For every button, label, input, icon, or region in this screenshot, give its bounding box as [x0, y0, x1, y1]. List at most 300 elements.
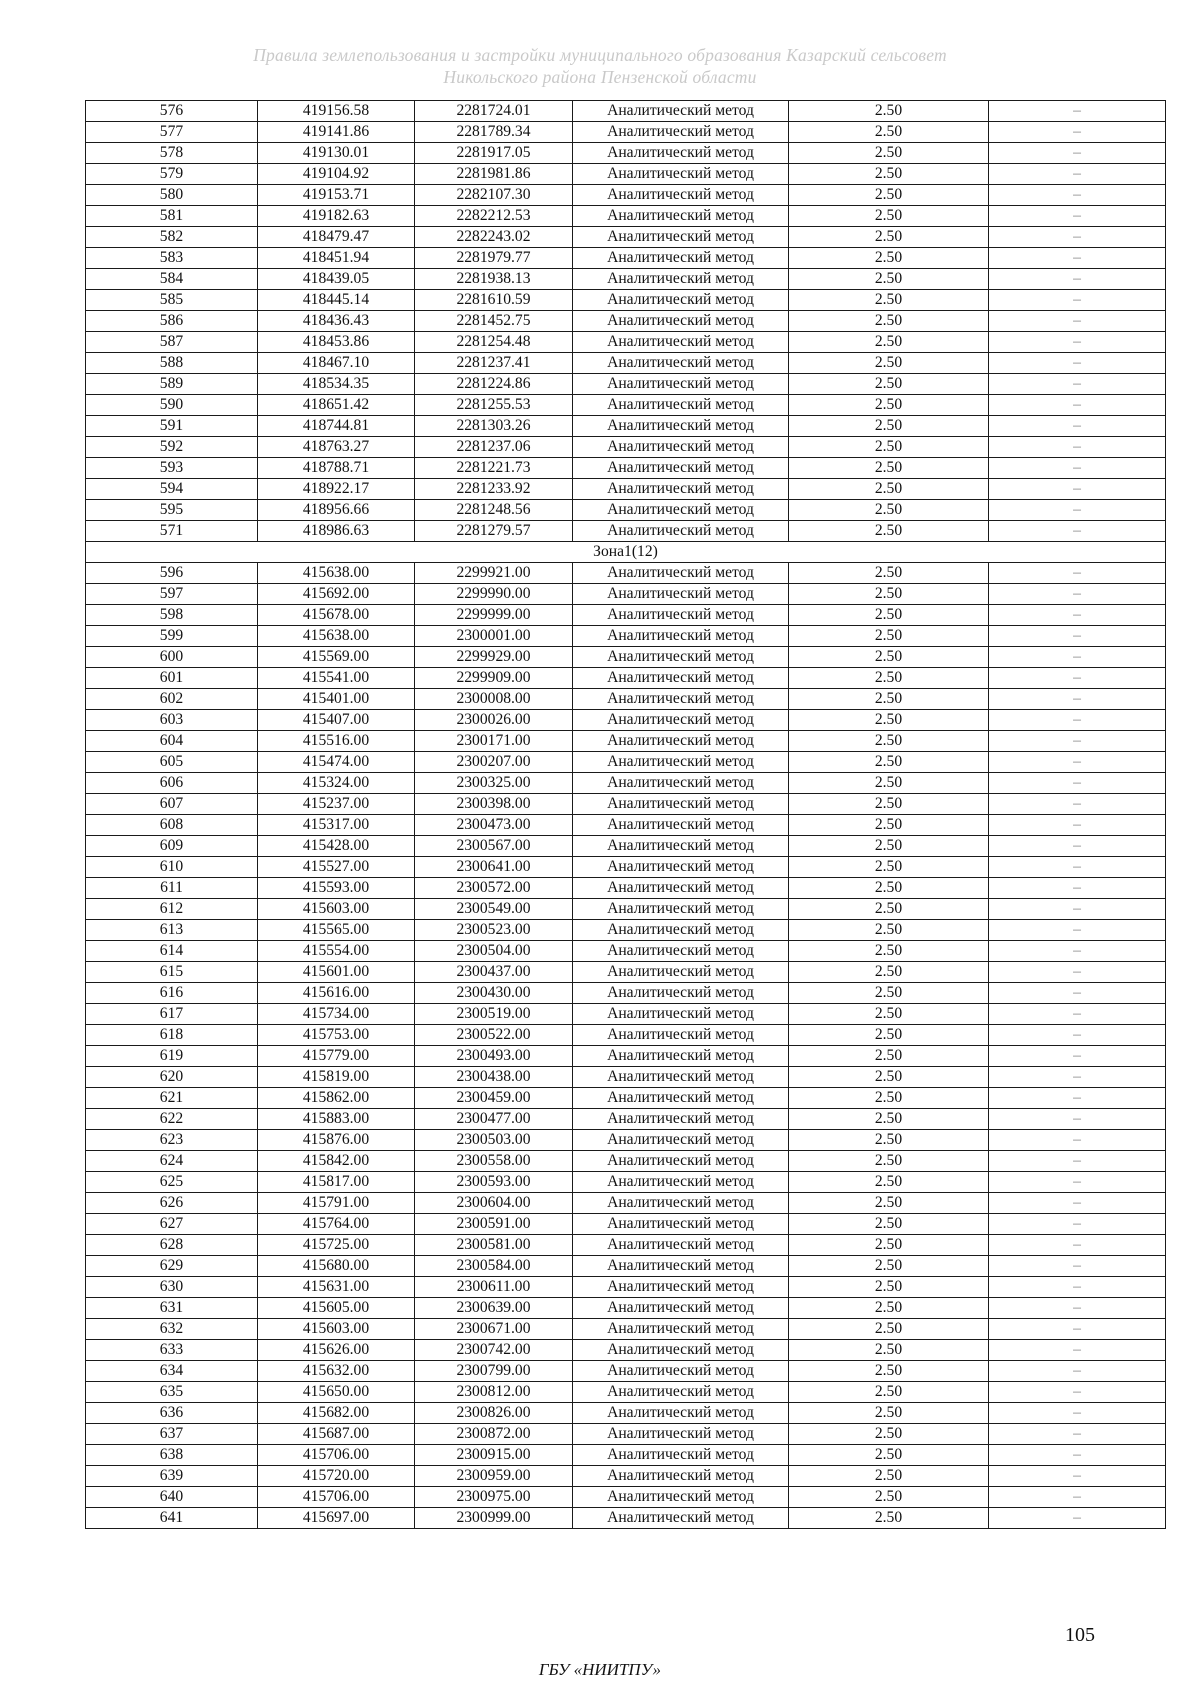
method-cell: Аналитический метод [573, 521, 789, 542]
accuracy-cell: 2.50 [789, 248, 989, 269]
method-cell: Аналитический метод [573, 626, 789, 647]
point-number-cell: 606 [86, 773, 258, 794]
x-coordinate-cell: 415764.00 [258, 1214, 415, 1235]
accuracy-cell: 2.50 [789, 1088, 989, 1109]
point-number-cell: 604 [86, 731, 258, 752]
point-number-cell: 623 [86, 1130, 258, 1151]
x-coordinate-cell: 415632.00 [258, 1361, 415, 1382]
accuracy-cell: 2.50 [789, 647, 989, 668]
table-row [86, 773, 1166, 794]
point-number-cell: 605 [86, 752, 258, 773]
page-number: 105 [1065, 1624, 1095, 1646]
y-coordinate-cell: 2281303.26 [415, 416, 573, 437]
note-cell: – [989, 1298, 1166, 1319]
method-cell: Аналитический метод [573, 1508, 789, 1529]
point-number-cell: 602 [86, 689, 258, 710]
method-cell: Аналитический метод [573, 479, 789, 500]
accuracy-cell: 2.50 [789, 689, 989, 710]
note-cell: – [989, 479, 1166, 500]
note-cell: – [989, 584, 1166, 605]
y-coordinate-cell: 2300581.00 [415, 1235, 573, 1256]
x-coordinate-cell: 415680.00 [258, 1256, 415, 1277]
y-coordinate-cell: 2300799.00 [415, 1361, 573, 1382]
method-cell: Аналитический метод [573, 857, 789, 878]
note-cell: – [989, 710, 1166, 731]
note-cell: – [989, 143, 1166, 164]
method-cell: Аналитический метод [573, 1319, 789, 1340]
method-cell: Аналитический метод [573, 1025, 789, 1046]
method-cell: Аналитический метод [573, 836, 789, 857]
y-coordinate-cell: 2300026.00 [415, 710, 573, 731]
note-cell: – [989, 1361, 1166, 1382]
note-cell: – [989, 122, 1166, 143]
method-cell: Аналитический метод [573, 1046, 789, 1067]
accuracy-cell: 2.50 [789, 1256, 989, 1277]
accuracy-cell: 2.50 [789, 395, 989, 416]
x-coordinate-cell: 415554.00 [258, 941, 415, 962]
point-number-cell: 579 [86, 164, 258, 185]
method-cell: Аналитический метод [573, 248, 789, 269]
method-cell: Аналитический метод [573, 227, 789, 248]
table-row [86, 626, 1166, 647]
accuracy-cell: 2.50 [789, 1067, 989, 1088]
accuracy-cell: 2.50 [789, 668, 989, 689]
point-number-cell: 587 [86, 332, 258, 353]
accuracy-cell: 2.50 [789, 1025, 989, 1046]
note-cell: – [989, 1004, 1166, 1025]
accuracy-cell: 2.50 [789, 500, 989, 521]
accuracy-cell: 2.50 [789, 899, 989, 920]
accuracy-cell: 2.50 [789, 1340, 989, 1361]
table-row [86, 1361, 1166, 1382]
y-coordinate-cell: 2300591.00 [415, 1214, 573, 1235]
accuracy-cell: 2.50 [789, 1235, 989, 1256]
note-cell: – [989, 1046, 1166, 1067]
note-cell: – [989, 1382, 1166, 1403]
x-coordinate-cell: 415631.00 [258, 1277, 415, 1298]
page-header [0, 44, 1200, 88]
note-cell: – [989, 1487, 1166, 1508]
table-row [86, 836, 1166, 857]
table-row [86, 731, 1166, 752]
method-cell: Аналитический метод [573, 1004, 789, 1025]
y-coordinate-cell: 2281610.59 [415, 290, 573, 311]
note-cell: – [989, 899, 1166, 920]
x-coordinate-cell: 418451.94 [258, 248, 415, 269]
x-coordinate-cell: 418986.63 [258, 521, 415, 542]
method-cell: Аналитический метод [573, 773, 789, 794]
y-coordinate-cell: 2300522.00 [415, 1025, 573, 1046]
note-cell: – [989, 1340, 1166, 1361]
table-row [86, 479, 1166, 500]
x-coordinate-cell: 418453.86 [258, 332, 415, 353]
note-cell: – [989, 374, 1166, 395]
point-number-cell: 598 [86, 605, 258, 626]
point-number-cell: 593 [86, 458, 258, 479]
point-number-cell: 577 [86, 122, 258, 143]
method-cell: Аналитический метод [573, 815, 789, 836]
point-number-cell: 630 [86, 1277, 258, 1298]
method-cell: Аналитический метод [573, 311, 789, 332]
method-cell: Аналитический метод [573, 143, 789, 164]
point-number-cell: 611 [86, 878, 258, 899]
point-number-cell: 576 [86, 101, 258, 122]
accuracy-cell: 2.50 [789, 1109, 989, 1130]
x-coordinate-cell: 419141.86 [258, 122, 415, 143]
method-cell: Аналитический метод [573, 1256, 789, 1277]
y-coordinate-cell: 2300611.00 [415, 1277, 573, 1298]
method-cell: Аналитический метод [573, 941, 789, 962]
note-cell: – [989, 521, 1166, 542]
zone-label: Зона1(12) [86, 542, 1166, 563]
point-number-cell: 628 [86, 1235, 258, 1256]
table-row [86, 1025, 1166, 1046]
point-number-cell: 584 [86, 269, 258, 290]
point-number-cell: 608 [86, 815, 258, 836]
accuracy-cell: 2.50 [789, 815, 989, 836]
x-coordinate-cell: 415819.00 [258, 1067, 415, 1088]
method-cell: Аналитический метод [573, 647, 789, 668]
table-row [86, 857, 1166, 878]
method-cell: Аналитический метод [573, 1151, 789, 1172]
note-cell: – [989, 983, 1166, 1004]
table-row [86, 185, 1166, 206]
point-number-cell: 603 [86, 710, 258, 731]
point-number-cell: 634 [86, 1361, 258, 1382]
method-cell: Аналитический метод [573, 185, 789, 206]
x-coordinate-cell: 419104.92 [258, 164, 415, 185]
table-row [86, 1277, 1166, 1298]
table-row [86, 668, 1166, 689]
point-number-cell: 622 [86, 1109, 258, 1130]
y-coordinate-cell: 2300459.00 [415, 1088, 573, 1109]
y-coordinate-cell: 2281452.75 [415, 311, 573, 332]
y-coordinate-cell: 2299921.00 [415, 563, 573, 584]
x-coordinate-cell: 415407.00 [258, 710, 415, 731]
note-cell: – [989, 1088, 1166, 1109]
y-coordinate-cell: 2300826.00 [415, 1403, 573, 1424]
y-coordinate-cell: 2281981.86 [415, 164, 573, 185]
method-cell: Аналитический метод [573, 1193, 789, 1214]
accuracy-cell: 2.50 [789, 731, 989, 752]
point-number-cell: 588 [86, 353, 258, 374]
table-row [86, 248, 1166, 269]
table-row [86, 1256, 1166, 1277]
method-cell: Аналитический метод [573, 416, 789, 437]
y-coordinate-cell: 2300207.00 [415, 752, 573, 773]
y-coordinate-cell: 2300477.00 [415, 1109, 573, 1130]
point-number-cell: 610 [86, 857, 258, 878]
y-coordinate-cell: 2299929.00 [415, 647, 573, 668]
x-coordinate-cell: 418922.17 [258, 479, 415, 500]
table-row [86, 1088, 1166, 1109]
table-row [86, 500, 1166, 521]
table-row [86, 227, 1166, 248]
method-cell: Аналитический метод [573, 563, 789, 584]
point-number-cell: 597 [86, 584, 258, 605]
y-coordinate-cell: 2282243.02 [415, 227, 573, 248]
point-number-cell: 612 [86, 899, 258, 920]
point-number-cell: 637 [86, 1424, 258, 1445]
x-coordinate-cell: 418439.05 [258, 269, 415, 290]
method-cell: Аналитический метод [573, 164, 789, 185]
method-cell: Аналитический метод [573, 710, 789, 731]
y-coordinate-cell: 2300493.00 [415, 1046, 573, 1067]
note-cell: – [989, 1445, 1166, 1466]
header-line-2: Никольского района Пензенской области [443, 67, 757, 87]
method-cell: Аналитический метод [573, 1445, 789, 1466]
note-cell: – [989, 185, 1166, 206]
method-cell: Аналитический метод [573, 269, 789, 290]
y-coordinate-cell: 2281917.05 [415, 143, 573, 164]
table-row [86, 710, 1166, 731]
table-row [86, 1487, 1166, 1508]
x-coordinate-cell: 415474.00 [258, 752, 415, 773]
x-coordinate-cell: 415697.00 [258, 1508, 415, 1529]
accuracy-cell: 2.50 [789, 101, 989, 122]
table-row [86, 605, 1166, 626]
x-coordinate-cell: 418467.10 [258, 353, 415, 374]
table-row [86, 1193, 1166, 1214]
method-cell: Аналитический метод [573, 1088, 789, 1109]
y-coordinate-cell: 2300959.00 [415, 1466, 573, 1487]
y-coordinate-cell: 2281724.01 [415, 101, 573, 122]
table-row [86, 1151, 1166, 1172]
accuracy-cell: 2.50 [789, 983, 989, 1004]
note-cell: – [989, 206, 1166, 227]
y-coordinate-cell: 2281789.34 [415, 122, 573, 143]
table-row [86, 122, 1166, 143]
point-number-cell: 614 [86, 941, 258, 962]
accuracy-cell: 2.50 [789, 227, 989, 248]
note-cell: – [989, 647, 1166, 668]
accuracy-cell: 2.50 [789, 290, 989, 311]
note-cell: – [989, 500, 1166, 521]
accuracy-cell: 2.50 [789, 794, 989, 815]
point-number-cell: 585 [86, 290, 258, 311]
accuracy-cell: 2.50 [789, 1172, 989, 1193]
point-number-cell: 619 [86, 1046, 258, 1067]
x-coordinate-cell: 418744.81 [258, 416, 415, 437]
note-cell: – [989, 248, 1166, 269]
method-cell: Аналитический метод [573, 458, 789, 479]
accuracy-cell: 2.50 [789, 1424, 989, 1445]
y-coordinate-cell: 2300519.00 [415, 1004, 573, 1025]
method-cell: Аналитический метод [573, 500, 789, 521]
method-cell: Аналитический метод [573, 1403, 789, 1424]
accuracy-cell: 2.50 [789, 1487, 989, 1508]
method-cell: Аналитический метод [573, 1466, 789, 1487]
accuracy-cell: 2.50 [789, 122, 989, 143]
y-coordinate-cell: 2282107.30 [415, 185, 573, 206]
table-row [86, 1424, 1166, 1445]
accuracy-cell: 2.50 [789, 458, 989, 479]
note-cell: – [989, 311, 1166, 332]
method-cell: Аналитический метод [573, 752, 789, 773]
x-coordinate-cell: 415324.00 [258, 773, 415, 794]
accuracy-cell: 2.50 [789, 1319, 989, 1340]
point-number-cell: 583 [86, 248, 258, 269]
table-row [86, 1130, 1166, 1151]
y-coordinate-cell: 2300641.00 [415, 857, 573, 878]
note-cell: – [989, 563, 1166, 584]
method-cell: Аналитический метод [573, 353, 789, 374]
note-cell: – [989, 1235, 1166, 1256]
accuracy-cell: 2.50 [789, 1193, 989, 1214]
x-coordinate-cell: 415626.00 [258, 1340, 415, 1361]
accuracy-cell: 2.50 [789, 269, 989, 290]
note-cell: – [989, 815, 1166, 836]
table-row [86, 563, 1166, 584]
accuracy-cell: 2.50 [789, 752, 989, 773]
x-coordinate-cell: 415678.00 [258, 605, 415, 626]
note-cell: – [989, 269, 1166, 290]
x-coordinate-cell: 415638.00 [258, 563, 415, 584]
method-cell: Аналитический метод [573, 437, 789, 458]
x-coordinate-cell: 415791.00 [258, 1193, 415, 1214]
x-coordinate-cell: 415601.00 [258, 962, 415, 983]
y-coordinate-cell: 2300437.00 [415, 962, 573, 983]
accuracy-cell: 2.50 [789, 1130, 989, 1151]
y-coordinate-cell: 2300915.00 [415, 1445, 573, 1466]
table-row [86, 395, 1166, 416]
table-row [86, 962, 1166, 983]
method-cell: Аналитический метод [573, 332, 789, 353]
x-coordinate-cell: 418479.47 [258, 227, 415, 248]
accuracy-cell: 2.50 [789, 1466, 989, 1487]
method-cell: Аналитический метод [573, 1340, 789, 1361]
accuracy-cell: 2.50 [789, 374, 989, 395]
table-row [86, 941, 1166, 962]
x-coordinate-cell: 418445.14 [258, 290, 415, 311]
note-cell: – [989, 962, 1166, 983]
table-row [86, 1403, 1166, 1424]
table-row [86, 1172, 1166, 1193]
accuracy-cell: 2.50 [789, 605, 989, 626]
point-number-cell: 607 [86, 794, 258, 815]
point-number-cell: 627 [86, 1214, 258, 1235]
accuracy-cell: 2.50 [789, 1361, 989, 1382]
note-cell: – [989, 1508, 1166, 1529]
accuracy-cell: 2.50 [789, 437, 989, 458]
accuracy-cell: 2.50 [789, 773, 989, 794]
note-cell: – [989, 836, 1166, 857]
y-coordinate-cell: 2300398.00 [415, 794, 573, 815]
table-row [86, 437, 1166, 458]
method-cell: Аналитический метод [573, 962, 789, 983]
table-row [86, 1004, 1166, 1025]
x-coordinate-cell: 415687.00 [258, 1424, 415, 1445]
accuracy-cell: 2.50 [789, 521, 989, 542]
x-coordinate-cell: 415682.00 [258, 1403, 415, 1424]
note-cell: – [989, 1424, 1166, 1445]
point-number-cell: 609 [86, 836, 258, 857]
table-row [86, 374, 1166, 395]
table-row [86, 752, 1166, 773]
table-row [86, 584, 1166, 605]
note-cell: – [989, 1466, 1166, 1487]
table-row [86, 311, 1166, 332]
method-cell: Аналитический метод [573, 101, 789, 122]
x-coordinate-cell: 415638.00 [258, 626, 415, 647]
note-cell: – [989, 458, 1166, 479]
point-number-cell: 641 [86, 1508, 258, 1529]
point-number-cell: 618 [86, 1025, 258, 1046]
note-cell: – [989, 794, 1166, 815]
method-cell: Аналитический метод [573, 1235, 789, 1256]
table-row [86, 1046, 1166, 1067]
accuracy-cell: 2.50 [789, 1277, 989, 1298]
page-footer: ГБУ «НИИТПУ» [538, 1660, 662, 1679]
x-coordinate-cell: 415565.00 [258, 920, 415, 941]
x-coordinate-cell: 415817.00 [258, 1172, 415, 1193]
table-row [86, 416, 1166, 437]
x-coordinate-cell: 415650.00 [258, 1382, 415, 1403]
x-coordinate-cell: 415842.00 [258, 1151, 415, 1172]
note-cell: – [989, 878, 1166, 899]
point-number-cell: 617 [86, 1004, 258, 1025]
x-coordinate-cell: 415883.00 [258, 1109, 415, 1130]
table-row [86, 1298, 1166, 1319]
note-cell: – [989, 290, 1166, 311]
x-coordinate-cell: 415725.00 [258, 1235, 415, 1256]
y-coordinate-cell: 2300975.00 [415, 1487, 573, 1508]
table-row [86, 1109, 1166, 1130]
y-coordinate-cell: 2299990.00 [415, 584, 573, 605]
note-cell: – [989, 1130, 1166, 1151]
y-coordinate-cell: 2281255.53 [415, 395, 573, 416]
y-coordinate-cell: 2300567.00 [415, 836, 573, 857]
x-coordinate-cell: 415428.00 [258, 836, 415, 857]
y-coordinate-cell: 2300572.00 [415, 878, 573, 899]
y-coordinate-cell: 2281938.13 [415, 269, 573, 290]
point-number-cell: 580 [86, 185, 258, 206]
y-coordinate-cell: 2300171.00 [415, 731, 573, 752]
point-number-cell: 571 [86, 521, 258, 542]
method-cell: Аналитический метод [573, 1382, 789, 1403]
method-cell: Аналитический метод [573, 878, 789, 899]
x-coordinate-cell: 415862.00 [258, 1088, 415, 1109]
accuracy-cell: 2.50 [789, 206, 989, 227]
y-coordinate-cell: 2281237.41 [415, 353, 573, 374]
y-coordinate-cell: 2300430.00 [415, 983, 573, 1004]
y-coordinate-cell: 2300504.00 [415, 941, 573, 962]
note-cell: – [989, 1172, 1166, 1193]
table-row [86, 878, 1166, 899]
accuracy-cell: 2.50 [789, 836, 989, 857]
y-coordinate-cell: 2300671.00 [415, 1319, 573, 1340]
table-row [86, 899, 1166, 920]
y-coordinate-cell: 2300325.00 [415, 773, 573, 794]
y-coordinate-cell: 2299999.00 [415, 605, 573, 626]
table-row [86, 1319, 1166, 1340]
x-coordinate-cell: 419182.63 [258, 206, 415, 227]
coordinates-table [85, 100, 1166, 1529]
point-number-cell: 591 [86, 416, 258, 437]
accuracy-cell: 2.50 [789, 920, 989, 941]
accuracy-cell: 2.50 [789, 1046, 989, 1067]
x-coordinate-cell: 419130.01 [258, 143, 415, 164]
table-row [86, 647, 1166, 668]
point-number-cell: 626 [86, 1193, 258, 1214]
method-cell: Аналитический метод [573, 920, 789, 941]
note-cell: – [989, 101, 1166, 122]
x-coordinate-cell: 415527.00 [258, 857, 415, 878]
table-row [86, 332, 1166, 353]
x-coordinate-cell: 418436.43 [258, 311, 415, 332]
accuracy-cell: 2.50 [789, 1445, 989, 1466]
method-cell: Аналитический метод [573, 1067, 789, 1088]
